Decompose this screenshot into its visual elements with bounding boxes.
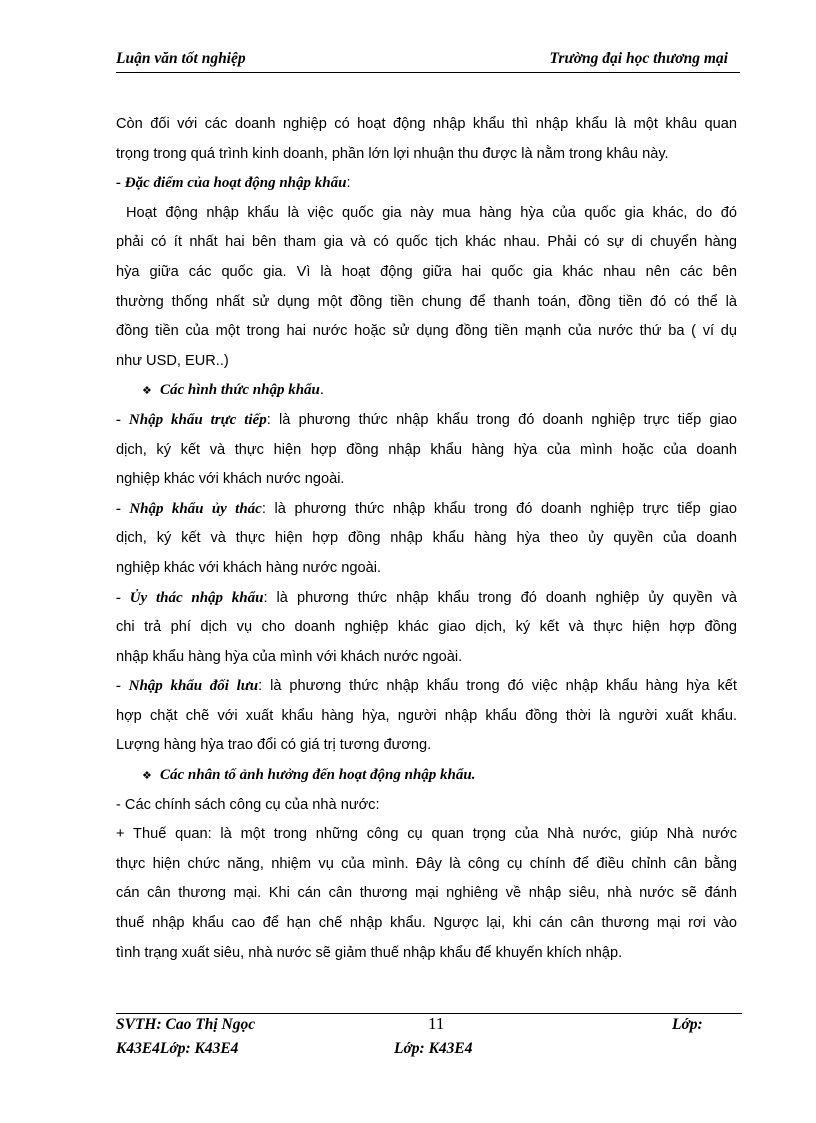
paragraph-line: - Nhập khẩu đối lưu: là phương thức nhập khẩu trong đó việc nhập khẩu hàng hỳa kết	[116, 678, 737, 695]
paragraph-line: chi trả phí dịch vụ cho doanh nghiệp khác giao dịch, ký kết và thực hiện hợp đồng	[116, 619, 737, 636]
paragraph-line: trọng trong quá trình kinh doanh, phần lớn lợi nhuận thu được là nằm trong khâu này.	[116, 145, 669, 162]
diamond-bullet-icon: ❖	[142, 385, 152, 398]
footer-class-label: Lớp:	[672, 1016, 703, 1033]
paragraph-line: Còn đối với các doanh nghiệp có hoạt động nhập khẩu thì nhập khẩu là một khâu quan	[116, 116, 737, 132]
paragraph-line: cán cân thương mại. Khi cán cân thương mại nghiêng về nhập siêu, nhà nước sẽ đánh	[116, 885, 737, 902]
header-thesis-title: Luận văn tốt nghiệp	[116, 50, 246, 67]
paragraph-line: - Nhập khẩu ủy thác: là phương thức nhập khẩu trong đó doanh nghiệp trực tiếp giao	[116, 500, 737, 517]
paragraph-line: + Thuế quan: là một trong những công cụ quan trọng của Nhà nước, giúp Nhà nước	[116, 826, 737, 843]
section-heading-hinh-thuc: ❖ Các hình thức nhập khẩu.	[116, 376, 737, 406]
paragraph-line: hỳa giữa các quốc gia. Vì là hoạt động giữa hai quốc gia khác nhau nên các bên	[116, 263, 737, 280]
page-footer-line-1	[116, 1016, 742, 1038]
paragraph-line: thực hiện chức năng, nhiệm vụ của mình. Đây là công cụ chính để điều chỉnh cân bằng	[116, 855, 737, 872]
page-header	[116, 46, 740, 73]
paragraph-line: nhập khẩu hàng hỳa của mình với khách nước ngoài.	[116, 648, 463, 665]
footer-class-left: K43E4Lớp: K43E4	[116, 1040, 239, 1057]
footer-class-mid: Lớp: K43E4	[394, 1040, 473, 1057]
paragraph-line: đồng tiền của một trong hai nước hoặc sử dụng đồng tiền mạnh của nước thứ ba ( ví dụ	[116, 323, 737, 340]
paragraph-line: hợp chặt chẽ với xuất khẩu hàng hỳa, người nhập khẩu đồng thời là người xuất khẩu.	[116, 707, 737, 724]
paragraph-line: dịch, ký kết và thực hiện hợp đồng nhập khẩu hàng hỳa theo ủy quyền của doanh	[116, 530, 737, 547]
page-footer-line-2	[116, 1040, 742, 1062]
paragraph-line: - Các chính sách công cụ của nhà nước:	[116, 796, 380, 813]
paragraph-line: - Nhập khẩu trực tiếp: là phương thức nhập khẩu trong đó doanh nghiệp trực tiếp giao	[116, 411, 738, 428]
paragraph-line: như USD, EUR..)	[116, 352, 229, 369]
paragraph-line: nghiệp khác với khách hàng nước ngoài.	[116, 559, 382, 576]
paragraph-line: thuế nhập khẩu cao để hạn chế nhập khẩu. Ngược lại, khi cán cân thương mại rơi vào	[116, 915, 737, 932]
diamond-bullet-icon: ❖	[142, 770, 152, 783]
section-heading-nhan-to: ❖ Các nhân tố ảnh hưởng đến hoạt động nhập khẩu.	[116, 761, 737, 791]
paragraph-line: Lượng hàng hỳa trao đổi có giá trị tương đương.	[116, 737, 432, 754]
paragraph-line: phải có ít nhất hai bên tham gia và có quốc tịch khác nhau. Phải có sự di chuyển hàng	[116, 234, 737, 251]
paragraph-line: nghiệp khác với khách nước ngoài.	[116, 471, 345, 488]
paragraph-line: thường thống nhất sử dụng một đồng tiền chung để thanh toán, đồng tiền đó có thể là	[116, 293, 737, 310]
footer-student: SVTH: Cao Thị Ngọc	[116, 1016, 256, 1033]
header-university: Trường đại học thương mại	[549, 50, 728, 67]
document-body	[116, 110, 737, 968]
section-heading-dac-diem: - Đặc điểm của hoạt động nhập khẩu:	[116, 175, 351, 192]
paragraph-line: dịch, ký kết và thực hiện hợp đồng nhập khẩu hàng hỳa của mình hoặc của doanh	[116, 441, 737, 458]
page-number: 11	[428, 1014, 445, 1033]
paragraph-line: Hoạt động nhập khẩu là việc quốc gia này mua hàng hỳa của quốc gia khác, do đó	[126, 204, 737, 221]
paragraph-line: - Ủy thác nhập khẩu: là phương thức nhập khẩu trong đó doanh nghiệp ủy quyền và	[116, 589, 737, 606]
paragraph-line: tình trạng xuất siêu, nhà nước sẽ giảm thuế nhập khẩu để khuyến khích nhập.	[116, 944, 623, 961]
